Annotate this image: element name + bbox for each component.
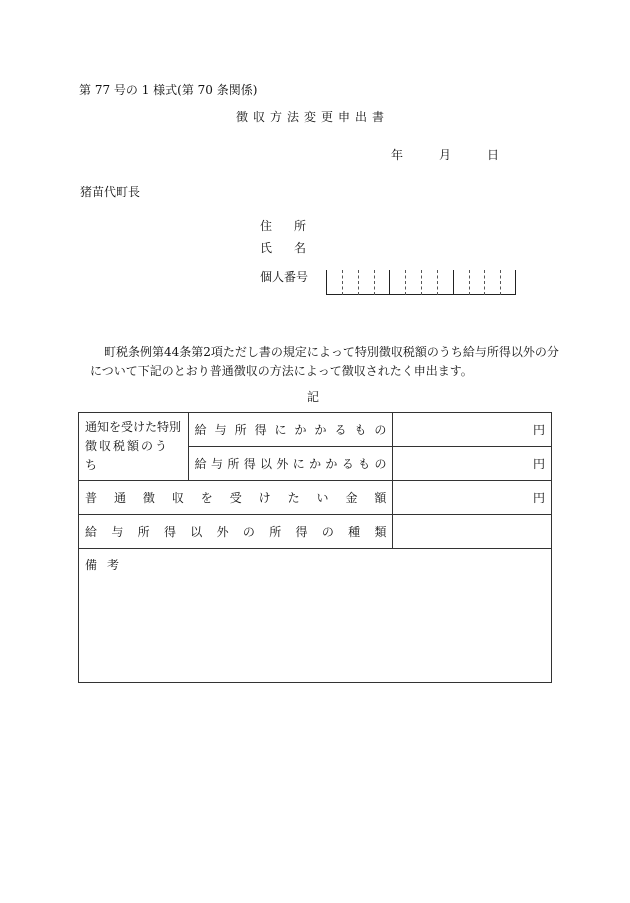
row3-label [85, 489, 386, 506]
table-row-ordinary-amount [79, 481, 552, 515]
label-char: か [314, 423, 327, 437]
my-number-digit-divider [358, 270, 359, 295]
label-char: 所 [234, 423, 247, 437]
label-char: 通 [113, 491, 126, 505]
my-number-label: 個人番号 [260, 270, 309, 284]
document-title: 徴収方法変更申出書 [236, 110, 390, 124]
label-char: 受 [229, 491, 242, 505]
label-char: に [292, 457, 305, 471]
row2-amount-cell[interactable] [393, 447, 552, 481]
body-text [80, 343, 559, 381]
label-char: 得 [163, 525, 176, 539]
label-char: 類 [374, 525, 387, 539]
addressee: 猪苗代町長 [80, 185, 141, 199]
label-char: の [321, 525, 334, 539]
row1-label [195, 421, 387, 438]
row1-label-cell [188, 413, 393, 447]
my-number-digit-divider [469, 270, 470, 295]
my-number-digit-divider [453, 270, 454, 295]
row4-value-cell[interactable] [393, 515, 552, 549]
date-year: 年 [391, 148, 404, 162]
label-char: 外 [216, 525, 229, 539]
form-number: 第 77 号の 1 様式(第 70 条関係) [79, 83, 258, 97]
label-char: か [325, 457, 338, 471]
label-char: 給 [194, 457, 207, 471]
label-char: 普 [85, 491, 98, 505]
label-char: も [354, 423, 367, 437]
label-char: か [294, 423, 307, 437]
label-char: る [334, 423, 347, 437]
label-char: 得 [243, 457, 256, 471]
date-month: 月 [439, 148, 452, 162]
group-label-line-1: 通知を受けた特別 [85, 420, 182, 434]
label-char: 所 [137, 525, 150, 539]
label-char: 以 [190, 525, 203, 539]
my-number-digit-divider [484, 270, 485, 295]
ki-label: 記 [307, 390, 320, 404]
label-char: け [258, 491, 271, 505]
my-number-digit-divider [405, 270, 406, 295]
name-label [260, 239, 306, 256]
my-number-boxes[interactable] [326, 270, 516, 295]
label-char: 所 [269, 525, 282, 539]
row3-amount-cell[interactable] [393, 481, 552, 515]
body-line-2: について下記のとおり普通徴収の方法によって徴収されたく申出ます。 [90, 364, 473, 378]
group-label-cell [79, 413, 189, 481]
row2-label-cell [188, 447, 393, 481]
remarks-cell[interactable] [79, 549, 552, 683]
label-char: 種 [348, 525, 361, 539]
label-char: 以 [260, 457, 273, 471]
label-char: 与 [211, 457, 224, 471]
my-number-digit-divider [342, 270, 343, 295]
name-label-char-2: 名 [293, 241, 306, 255]
row3-label-cell [79, 481, 393, 515]
row4-label-cell [79, 515, 393, 549]
row4-label [85, 523, 386, 540]
application-table [78, 412, 552, 683]
date-day: 日 [487, 148, 500, 162]
name-label-char-1: 氏 [260, 241, 273, 255]
label-char: 所 [227, 457, 240, 471]
my-number-digit-divider [374, 270, 375, 295]
label-char: い [316, 491, 329, 505]
row1-amount-cell[interactable] [393, 413, 552, 447]
label-char: 徴 [142, 491, 155, 505]
label-char: に [274, 423, 287, 437]
label-char: 金 [345, 491, 358, 505]
my-number-digit-divider [421, 270, 422, 295]
body-line-1: 町税条例第44条第2項ただし書の規定によって特別徴収税額のうち給与所得以外の分 [104, 345, 559, 359]
table-row-income-type [79, 515, 552, 549]
label-char: 得 [254, 423, 267, 437]
table-row-salary [79, 413, 552, 447]
label-char: 給 [85, 525, 98, 539]
my-number-digit-divider [437, 270, 438, 295]
label-char: か [309, 457, 322, 471]
label-char: 額 [374, 491, 387, 505]
label-char: た [287, 491, 300, 505]
label-char: 与 [111, 525, 124, 539]
label-char: 与 [214, 423, 227, 437]
my-number-digit-divider [500, 270, 501, 295]
date-line [391, 146, 499, 163]
label-char: も [358, 457, 371, 471]
label-char: の [374, 457, 387, 471]
label-char: の [242, 525, 255, 539]
yen-unit: 円 [532, 491, 545, 505]
yen-unit: 円 [532, 457, 545, 471]
group-label-line-2: 徴収税額のうち [85, 439, 170, 472]
yen-unit: 円 [532, 423, 545, 437]
row2-label [195, 455, 387, 472]
label-char: 外 [276, 457, 289, 471]
label-char: 収 [171, 491, 184, 505]
address-label-char-1: 住 [260, 219, 273, 233]
label-char: 得 [295, 525, 308, 539]
my-number-digit-divider [389, 270, 390, 295]
label-char: 給 [194, 423, 207, 437]
address-label-char-2: 所 [293, 219, 306, 233]
label-char: を [200, 491, 213, 505]
table-row-remarks [79, 549, 552, 683]
label-char: る [341, 457, 354, 471]
remarks-label: 備考 [85, 558, 130, 572]
address-label [260, 217, 306, 234]
label-char: の [374, 423, 387, 437]
